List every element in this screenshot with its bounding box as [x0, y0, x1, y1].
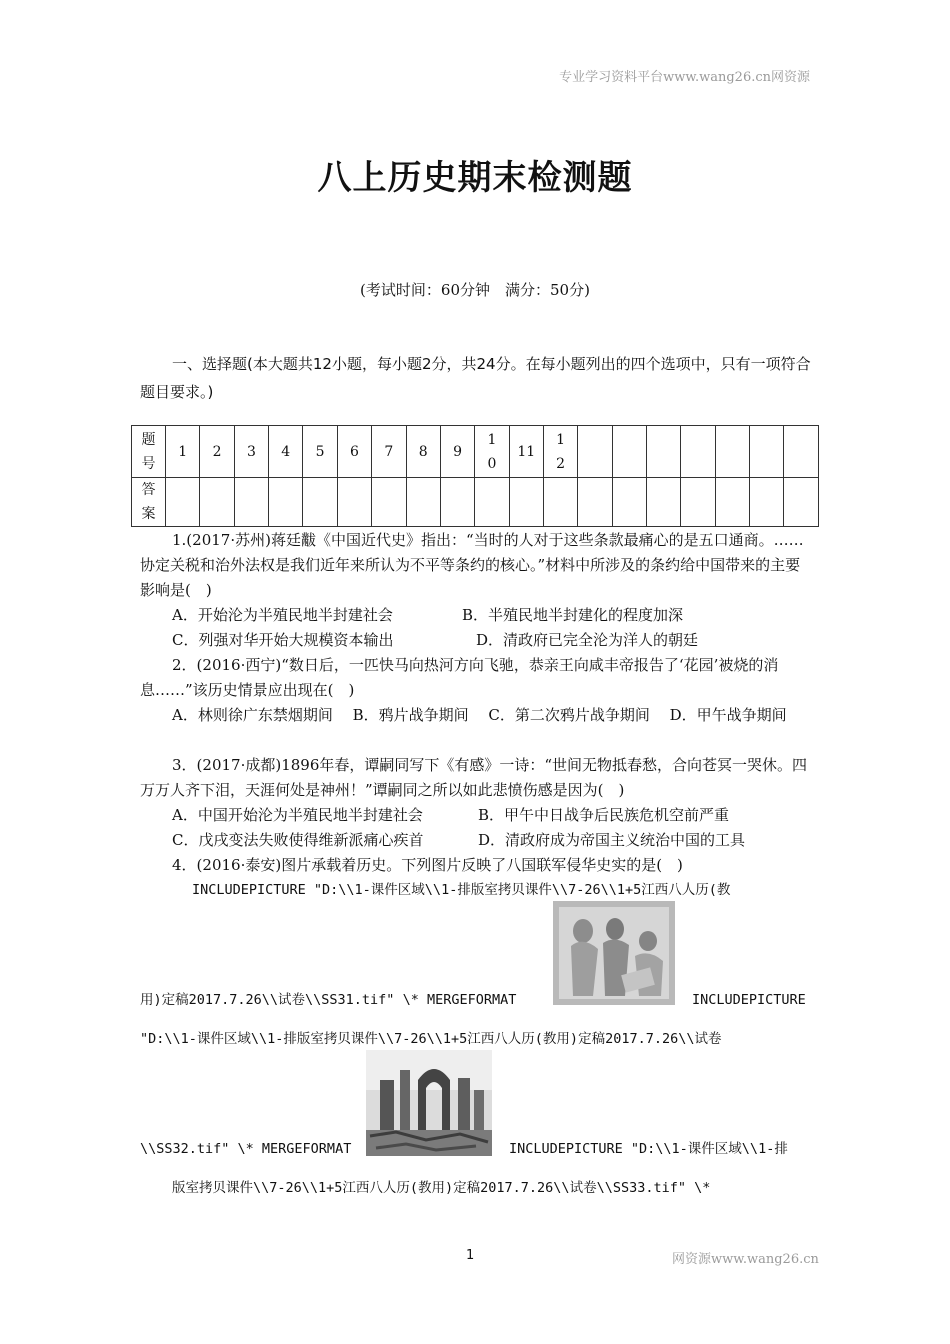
question-number-cell: 1	[166, 426, 200, 478]
field-code-line: "D:\\1-课件区域\\1-排版室拷贝课件\\7-26\\1+5江西八人历(教用)定稿2017.7.26\\试卷	[140, 1031, 722, 1047]
page-number: 1	[466, 1248, 475, 1263]
page-title: 八上历史期末检测题	[317, 158, 633, 198]
empty-cell	[750, 478, 784, 527]
question-number-cell: 3	[234, 426, 268, 478]
answer-cell[interactable]	[269, 478, 303, 527]
header-watermark: 专业学习资料平台www.wang26.cn网资源	[559, 70, 810, 85]
q2-options: A．林则徐广东禁烟期间 B．鸦片战争期间 C．第二次鸦片战争期间 D．甲午战争期间	[172, 706, 787, 724]
row-header-answer: 答案	[132, 478, 166, 527]
empty-cell	[784, 426, 819, 478]
exam-info: (考试时间：60分钟 满分：50分)	[360, 281, 590, 299]
field-code-line: INCLUDEPICTURE "D:\\1-课件区域\\1-排	[509, 1141, 788, 1157]
section-heading: 一、选择题(本大题共12小题，每小题2分，共24分。在每小题列出的四个选项中，只有一项符合题目要求。)	[140, 355, 811, 401]
row-header-number: 题号	[132, 426, 166, 478]
question-number-cell: 11	[509, 426, 543, 478]
field-code-line: 版室拷贝课件\\7-26\\1+5江西八人历(教用)定稿2017.7.26\\试卷\\SS33.tif" \*	[172, 1180, 711, 1196]
empty-cell	[681, 426, 715, 478]
empty-cell	[750, 426, 784, 478]
field-code-line: INCLUDEPICTURE "D:\\1-课件区域\\1-排版室拷贝课件\\7-26\\1+5江西八人历(教	[192, 882, 731, 898]
question-number-cell: 4	[269, 426, 303, 478]
question-1-stem: 1.(2017·苏州)蒋廷黻《中国近代史》指出：“当时的人对于这些条款最痛心的是五口通商。……协定关税和治外法权是我们近年来所认为不平等条约的核心。”材料中所涉及的条约给中国带来的主要影响是( )	[140, 531, 804, 599]
q1-option-b: B．半殖民地半封建化的程度加深	[462, 606, 684, 624]
q3-option-a: A．中国开始沦为半殖民地半封建社会	[172, 806, 423, 824]
answer-cell[interactable]	[406, 478, 440, 527]
answer-row	[132, 478, 819, 527]
answer-cell[interactable]	[372, 478, 406, 527]
empty-cell	[612, 426, 646, 478]
empty-cell	[681, 478, 715, 527]
answer-cell[interactable]	[166, 478, 200, 527]
q1-option-d: D．清政府已完全沦为洋人的朝廷	[476, 631, 699, 649]
empty-cell	[612, 478, 646, 527]
question-number-row	[132, 426, 819, 478]
answer-cell[interactable]	[337, 478, 371, 527]
question-number-cell: 12	[543, 426, 577, 478]
question-4-stem: 4．(2016·泰安)图片承载着历史。下列图片反映了八国联军侵华史实的是( )	[172, 856, 683, 874]
empty-cell	[647, 478, 681, 527]
question-number-cell: 5	[303, 426, 337, 478]
field-code-line: \\SS32.tif" \* MERGEFORMAT	[140, 1141, 352, 1157]
answer-cell[interactable]	[200, 478, 234, 527]
question-number-cell: 10	[475, 426, 509, 478]
question-number-cell: 6	[337, 426, 371, 478]
answer-cell[interactable]	[440, 478, 474, 527]
field-code-line: INCLUDEPICTURE	[692, 992, 806, 1008]
empty-cell	[715, 426, 749, 478]
empty-cell	[578, 426, 612, 478]
empty-cell	[715, 478, 749, 527]
answer-cell[interactable]	[509, 478, 543, 527]
answer-cell[interactable]	[234, 478, 268, 527]
q3-option-b: B．甲午中日战争后民族危机空前严重	[478, 806, 730, 824]
question-number-cell: 8	[406, 426, 440, 478]
question-number-cell: 7	[372, 426, 406, 478]
empty-cell	[784, 478, 819, 527]
question-3-stem: 3．(2017·成都)1896年春，谭嗣同写下《有感》一诗：“世间无物抵春愁，合向苍冥一哭休。四万万人齐下泪，天涯何处是神州！”谭嗣同之所以如此悲愤伤感是因为( )	[140, 756, 808, 799]
field-code-line: 用)定稿2017.7.26\\试卷\\SS31.tif" \* MERGEFORMAT	[140, 992, 517, 1008]
footer-watermark: 网资源www.wang26.cn	[672, 1252, 819, 1267]
empty-cell	[647, 426, 681, 478]
answer-table	[131, 425, 819, 527]
q3-option-d: D．清政府成为帝国主义统治中国的工具	[478, 831, 746, 849]
q1-option-c: C．列强对华开始大规模资本输出	[172, 631, 394, 649]
q3-option-c: C．戊戌变法失败使得维新派痛心疾首	[172, 831, 424, 849]
question-number-cell: 9	[440, 426, 474, 478]
answer-cell[interactable]	[543, 478, 577, 527]
question-2-stem: 2．(2016·西宁)“数日后，一匹快马向热河方向飞驰，恭亲王向咸丰帝报告了‘花园’被烧的消息……”该历史情景应出现在( )	[140, 656, 779, 699]
question-number-cell: 2	[200, 426, 234, 478]
answer-cell[interactable]	[303, 478, 337, 527]
answer-cell[interactable]	[475, 478, 509, 527]
empty-cell	[578, 478, 612, 527]
q1-option-a: A．开始沦为半殖民地半封建社会	[172, 606, 393, 624]
